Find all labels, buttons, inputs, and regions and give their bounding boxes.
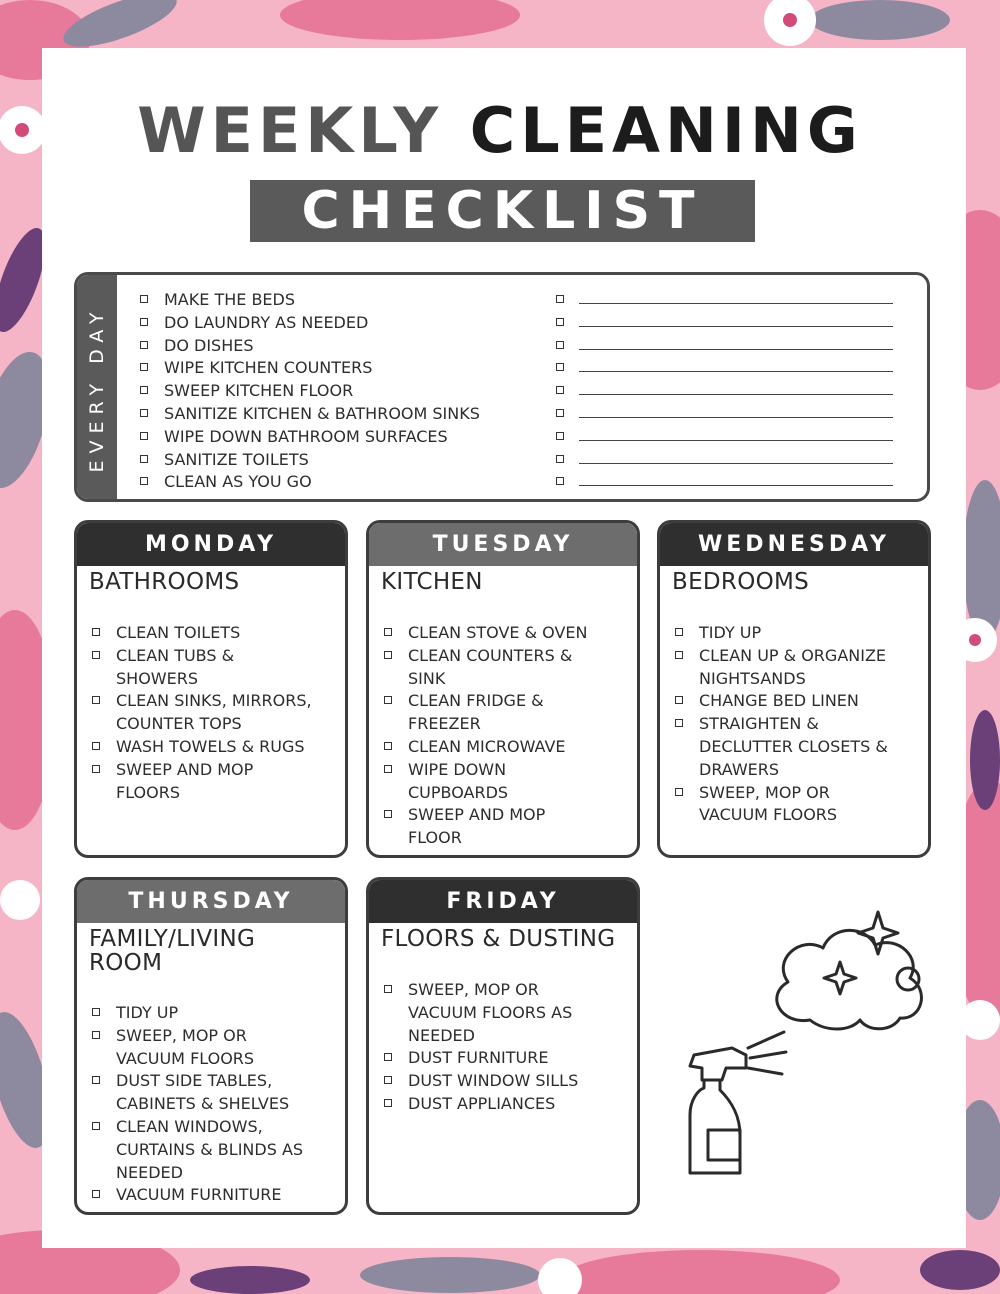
task-list	[89, 622, 339, 804]
every-day-item[interactable]: SANITIZE TOILETS	[137, 449, 480, 472]
checkbox-icon[interactable]	[140, 341, 148, 349]
task-list	[672, 622, 922, 827]
task-list	[89, 1002, 339, 1207]
task-item[interactable]	[89, 1002, 339, 1025]
area-title: BEDROOMS	[672, 569, 810, 595]
spray-bottle-icon	[660, 890, 940, 1190]
checkbox-icon[interactable]	[384, 742, 392, 750]
blank-entry[interactable]	[553, 357, 893, 380]
task-label: SWEEP, MOP OR VACUUM FLOORS	[699, 782, 838, 825]
area-title: FLOORS & DUSTING	[381, 926, 616, 952]
checkbox-icon[interactable]	[556, 363, 564, 371]
task-item[interactable]	[89, 622, 339, 645]
day-card-tuesday	[366, 520, 640, 858]
every-day-item[interactable]: MAKE THE BEDS	[137, 289, 480, 312]
task-label: SWEEP, MOP OR VACUUM FLOORS	[116, 1025, 255, 1068]
blank-entry[interactable]	[553, 449, 893, 472]
checkbox-icon[interactable]	[140, 295, 148, 303]
task-item[interactable]	[381, 979, 631, 1047]
blank-entry[interactable]	[553, 289, 893, 312]
task-list	[381, 979, 631, 1116]
every-day-item[interactable]: SANITIZE KITCHEN & BATHROOM SINKS	[137, 403, 480, 426]
task-item[interactable]	[381, 804, 631, 850]
checkbox-icon[interactable]	[556, 386, 564, 394]
checkbox-icon[interactable]	[675, 719, 683, 727]
task-item[interactable]	[381, 690, 631, 736]
blank-entry[interactable]	[553, 312, 893, 335]
day-header: WEDNESDAY	[660, 523, 928, 566]
area-title: BATHROOMS	[89, 569, 240, 595]
checkbox-icon[interactable]	[556, 409, 564, 417]
blank-lines-list	[553, 289, 893, 494]
day-header: THURSDAY	[77, 880, 345, 923]
checkbox-icon[interactable]	[140, 455, 148, 463]
task-item[interactable]	[381, 622, 631, 645]
task-item[interactable]	[89, 690, 339, 736]
checkbox-icon[interactable]	[384, 1099, 392, 1107]
blank-entry[interactable]	[553, 471, 893, 494]
task-item[interactable]	[381, 1047, 631, 1070]
blank-entry[interactable]	[553, 426, 893, 449]
checkbox-icon[interactable]	[556, 341, 564, 349]
checkbox-icon[interactable]	[384, 1076, 392, 1084]
day-header: MONDAY	[77, 523, 345, 566]
checkbox-icon[interactable]	[556, 477, 564, 485]
task-item[interactable]	[381, 1070, 631, 1093]
task-item[interactable]	[89, 736, 339, 759]
write-line[interactable]	[579, 371, 893, 372]
every-day-item[interactable]: CLEAN AS YOU GO	[137, 471, 480, 494]
area-title: KITCHEN	[381, 569, 483, 595]
task-item[interactable]	[381, 759, 631, 805]
day-header: FRIDAY	[369, 880, 637, 923]
checkbox-icon[interactable]	[384, 628, 392, 636]
title-word-cleaning: CLEANING	[469, 94, 863, 167]
task-item[interactable]	[672, 713, 922, 781]
day-card-thursday	[74, 877, 348, 1215]
checkbox-icon[interactable]	[92, 1008, 100, 1016]
every-day-item[interactable]: SWEEP KITCHEN FLOOR	[137, 380, 480, 403]
checkbox-icon[interactable]	[140, 409, 148, 417]
task-label: SWEEP, MOP OR VACUUM FLOORS AS NEEDED	[408, 980, 573, 1045]
checkbox-icon[interactable]	[92, 1031, 100, 1039]
every-day-item[interactable]: DO DISHES	[137, 335, 480, 358]
task-item[interactable]	[89, 1116, 339, 1184]
checkbox-icon[interactable]	[384, 810, 392, 818]
task-label: CLEAN TUBS & SHOWERS	[116, 645, 235, 688]
write-line[interactable]	[579, 326, 893, 327]
checkbox-icon[interactable]	[92, 1076, 100, 1084]
task-label: CLEAN FRIDGE & FREEZER	[408, 691, 544, 734]
task-label: DUST APPLIANCES	[408, 1093, 556, 1113]
task-label: TIDY UP	[699, 623, 762, 642]
checkbox-icon[interactable]	[556, 432, 564, 440]
checkbox-icon[interactable]	[92, 1190, 100, 1198]
task-label: CHANGE BED LINEN	[699, 691, 859, 711]
checkbox-icon[interactable]	[92, 765, 100, 773]
checkbox-icon[interactable]	[556, 455, 564, 463]
day-card-wednesday	[657, 520, 931, 858]
task-label: WASH TOWELS & RUGS	[116, 736, 305, 756]
blank-entry[interactable]	[553, 335, 893, 358]
area-title: FAMILY/LIVING ROOM	[89, 926, 256, 976]
every-day-item[interactable]: DO LAUNDRY AS NEEDED	[137, 312, 480, 335]
task-item[interactable]	[381, 736, 631, 759]
checkbox-icon[interactable]	[384, 765, 392, 773]
task-label: CLEAN UP & ORGANIZE NIGHTSANDS	[699, 645, 887, 688]
task-item[interactable]	[672, 645, 922, 691]
task-label: DUST FURNITURE	[408, 1048, 549, 1068]
task-item[interactable]	[89, 1025, 339, 1071]
task-label: SWEEP AND MOP FLOOR	[408, 805, 546, 848]
checkbox-icon[interactable]	[140, 318, 148, 326]
title-checklist: CHECKLIST	[250, 180, 755, 242]
title-word-weekly: WEEKLY	[137, 94, 444, 167]
write-line[interactable]	[579, 349, 893, 350]
task-label: WIPE DOWN CUPBOARDS	[408, 759, 509, 802]
checkbox-icon[interactable]	[384, 985, 392, 993]
write-line[interactable]	[579, 303, 893, 304]
write-line[interactable]	[579, 485, 893, 486]
task-item[interactable]	[381, 645, 631, 691]
write-line[interactable]	[579, 417, 893, 418]
checkbox-icon[interactable]	[92, 742, 100, 750]
checkbox-icon[interactable]	[556, 295, 564, 303]
task-label: DUST SIDE TABLES, CABINETS & SHELVES	[116, 1071, 290, 1114]
every-day-item[interactable]: WIPE DOWN BATHROOM SURFACES	[137, 426, 480, 449]
write-line[interactable]	[579, 463, 893, 464]
task-item[interactable]	[672, 690, 922, 713]
write-line[interactable]	[579, 394, 893, 395]
task-item[interactable]	[672, 622, 922, 645]
every-day-item[interactable]: WIPE KITCHEN COUNTERS	[137, 357, 480, 380]
checkbox-icon[interactable]	[675, 696, 683, 704]
checkbox-icon[interactable]	[675, 651, 683, 659]
task-item[interactable]	[89, 1070, 339, 1116]
task-item[interactable]	[89, 1184, 339, 1207]
task-list	[381, 622, 631, 850]
checkbox-icon[interactable]	[92, 1122, 100, 1130]
blank-entry[interactable]	[553, 403, 893, 426]
every-day-label: EVERY DAY	[86, 305, 108, 473]
task-item[interactable]	[89, 759, 339, 805]
checkbox-icon[interactable]	[384, 651, 392, 659]
checkbox-icon[interactable]	[556, 318, 564, 326]
task-item[interactable]	[381, 1093, 631, 1116]
task-label: STRAIGHTEN & DECLUTTER CLOSETS & DRAWERS	[699, 714, 888, 779]
checkbox-icon[interactable]	[140, 363, 148, 371]
task-label: CLEAN WINDOWS, CURTAINS & BLINDS AS NEEDED	[116, 1116, 304, 1182]
task-label: CLEAN SINKS, MIRRORS, COUNTER TOPS	[116, 691, 312, 734]
title-weekly-cleaning	[0, 92, 1000, 170]
task-label: CLEAN COUNTERS & SINK	[408, 645, 573, 688]
checkbox-icon[interactable]	[140, 432, 148, 440]
every-day-side-band	[77, 275, 117, 499]
task-label: VACUUM FURNITURE	[116, 1185, 282, 1205]
checkbox-icon[interactable]	[384, 696, 392, 704]
task-item[interactable]	[89, 645, 339, 691]
task-item[interactable]	[672, 782, 922, 828]
checkbox-icon[interactable]	[140, 477, 148, 485]
every-day-list	[137, 289, 480, 494]
task-label: TIDY UP	[116, 1003, 179, 1022]
task-label: CLEAN STOVE & OVEN	[408, 623, 588, 642]
day-card-friday	[366, 877, 640, 1215]
write-line[interactable]	[579, 440, 893, 441]
task-label: CLEAN MICROWAVE	[408, 736, 566, 756]
checkbox-icon[interactable]	[92, 628, 100, 636]
checkbox-icon[interactable]	[384, 1053, 392, 1061]
every-day-box	[74, 272, 930, 502]
blank-entry[interactable]	[553, 380, 893, 403]
day-header: TUESDAY	[369, 523, 637, 566]
checkbox-icon[interactable]	[92, 651, 100, 659]
checkbox-icon[interactable]	[92, 696, 100, 704]
task-label: CLEAN TOILETS	[116, 623, 241, 642]
task-label: DUST WINDOW SILLS	[408, 1071, 579, 1091]
task-label: SWEEP AND MOP FLOORS	[116, 759, 254, 802]
checkbox-icon[interactable]	[675, 628, 683, 636]
checkbox-icon[interactable]	[140, 386, 148, 394]
day-card-monday	[74, 520, 348, 858]
checkbox-icon[interactable]	[675, 788, 683, 796]
